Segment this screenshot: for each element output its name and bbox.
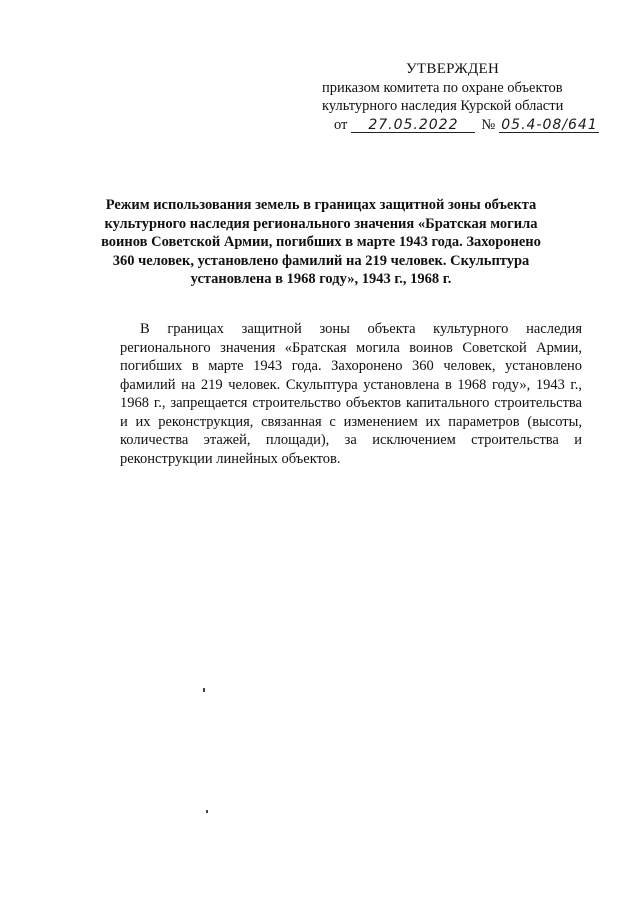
approval-order-line: приказом комитета по охране объектов — [322, 80, 563, 96]
scan-speck — [203, 688, 205, 692]
approval-date-number-row — [322, 116, 622, 134]
number-prefix: № — [481, 117, 496, 133]
date-prefix: от — [334, 117, 348, 133]
document-body-paragraph: В границах защитной зоны объекта культурного наследия регионального значения «Братская могила воинов Советской Армии, погибших в марте 1943 года. Захоронено 360 человек, установлено фамилий на 219 человек. Скульптура установлена в 1968 году», 1943 г., 1968 г., запрещается строительство объектов капитального строительства и их реконструкция, связанная с изменением их параметров (высоты, количества этажей, площади), за исключением строительства и реконструкции линейных объектов. — [120, 321, 582, 467]
approval-block — [322, 60, 622, 134]
handwritten-number: 05.4-08/641 — [501, 117, 598, 133]
handwritten-date: 27.05.2022 — [351, 118, 475, 133]
approval-heading: УТВЕРЖДЕН — [406, 61, 500, 77]
document-title: Режим использования земель в границах защитной зоны объекта культурного наследия регионального значения «Братская могила воинов Советской Армии, погибших в марте 1943 года. Захоронено 360 человек, установлено фамилий на 219 человек. Скульптура установлена в 1968 году», 1943 г., 1968 г. — [101, 197, 541, 287]
scan-speck — [206, 810, 208, 813]
approval-committee-line: культурного наследия Курской области — [322, 98, 564, 114]
